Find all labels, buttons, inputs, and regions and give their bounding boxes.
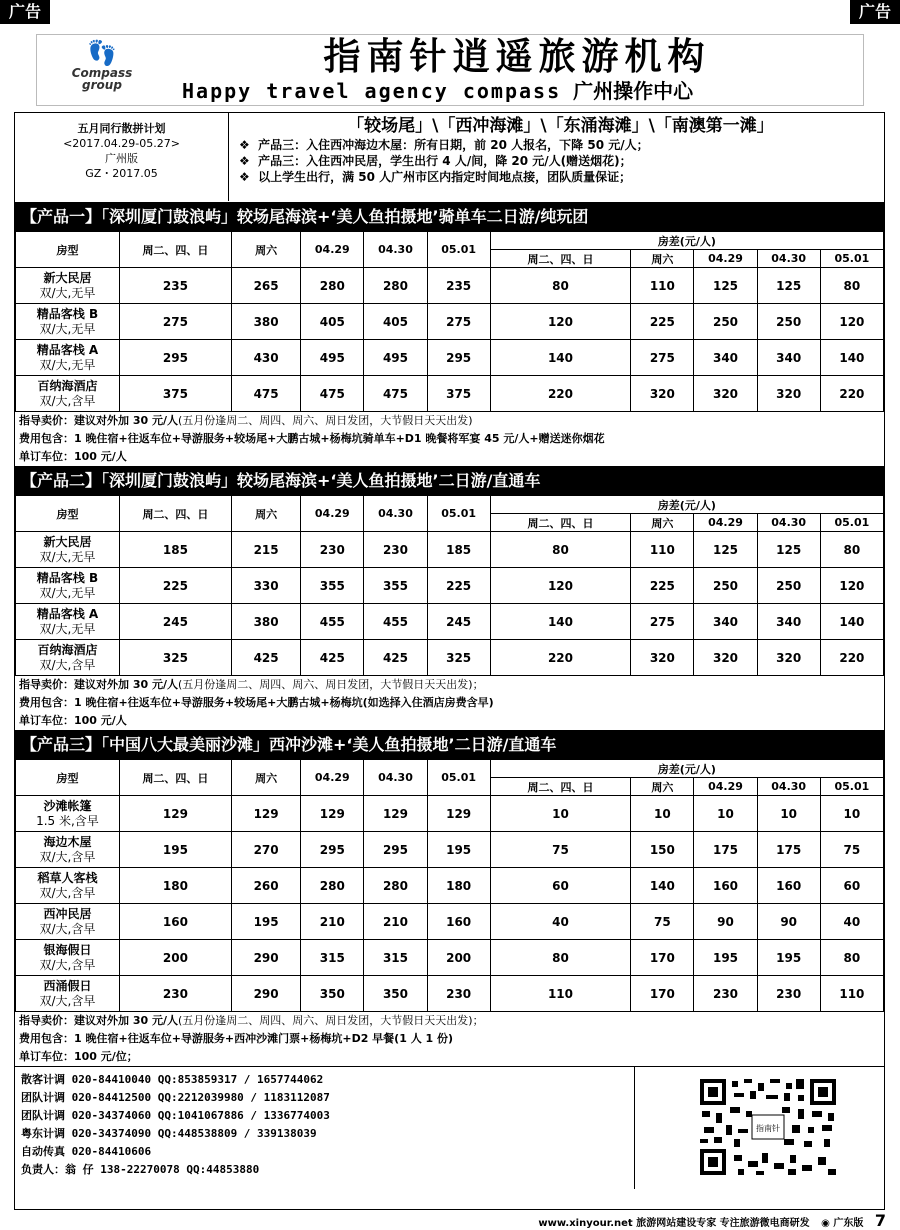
diff-cell: 140: [490, 340, 631, 376]
room-desc: 双/大,无早: [39, 357, 96, 372]
price-cell: 315: [364, 940, 427, 976]
price-cell: 495: [301, 340, 364, 376]
price-cell: 425: [231, 640, 300, 676]
table-row: [16, 832, 884, 868]
room-type-cell: [16, 976, 120, 1012]
room-type-cell: [16, 604, 120, 640]
table-row: [16, 604, 884, 640]
product-title: 【产品一】「深圳厦门鼓浪屿」较场尾海滨+‘美人鱼拍摄地’骑单车二日游/纯玩团: [15, 203, 884, 231]
price-cell: 290: [231, 940, 300, 976]
diff-cell: 150: [631, 832, 694, 868]
diff-cell: 110: [631, 532, 694, 568]
room-name: 银海假日: [43, 942, 92, 957]
contact-line: 团队计调 020-34374060 QQ:1041067886 / 1336774003: [21, 1109, 330, 1122]
diff-cell: 340: [757, 340, 820, 376]
product-info: [15, 1012, 884, 1067]
price-cell: 405: [301, 304, 364, 340]
contact-section: [15, 1067, 884, 1189]
col-header-price: 04.30: [364, 232, 427, 268]
room-desc: 双/大,无早: [39, 585, 96, 600]
contact-line: 团队计调 020-84412500 QQ:2212039980 / 1183112087: [21, 1091, 330, 1104]
room-name: 新大民居: [43, 270, 92, 285]
col-header-diff-day: 05.01: [820, 514, 883, 532]
includes-line: 费用包含：1 晚住宿+往返车位+导游服务+较场尾+大鹏古城+杨梅坑(如选择入住酒店房费含早): [19, 696, 494, 709]
price-table: [15, 231, 884, 412]
price-cell: 280: [301, 268, 364, 304]
edition-badge: ◉ 广东版: [821, 1218, 864, 1229]
includes-line: 费用包含：1 晚住宿+往返车位+导游服务+西冲沙滩门票+杨梅坑+D2 早餐(1 人 1 份): [19, 1032, 454, 1045]
price-cell: 185: [427, 532, 490, 568]
diff-cell: 110: [490, 976, 631, 1012]
col-header-diff-day: 05.01: [820, 250, 883, 268]
room-name: 精品客栈 A: [36, 342, 99, 357]
col-header-diff-day: 04.29: [694, 514, 757, 532]
diff-cell: 160: [757, 868, 820, 904]
col-header-price: 周二、四、日: [119, 232, 231, 268]
price-cell: 160: [119, 904, 231, 940]
price-cell: 325: [119, 640, 231, 676]
diff-cell: 250: [757, 304, 820, 340]
price-cell: 270: [231, 832, 300, 868]
guide-price-line: 指导卖价：建议对外加 30 元/人(五月份逢周二、周四、周六、周日发团，大节假日天天出发)；: [19, 678, 484, 691]
plan-edition: 广州版: [105, 152, 138, 165]
product-section: [15, 467, 884, 731]
col-header-diff-day: 周六: [631, 778, 694, 796]
diff-cell: 140: [820, 340, 883, 376]
price-cell: 200: [427, 940, 490, 976]
table-header-row: [16, 232, 884, 250]
room-desc: 双/大,含早: [39, 957, 96, 972]
price-cell: 230: [119, 976, 231, 1012]
ad-label-left: 广告: [0, 0, 50, 24]
room-desc: 双/大,含早: [39, 885, 96, 900]
agency-english-name: Happy travel agency compass: [182, 79, 562, 103]
price-cell: 495: [364, 340, 427, 376]
table-row: [16, 376, 884, 412]
qr-code: [698, 1077, 838, 1177]
deposit-line: 单订车位：100 元/人: [19, 450, 127, 463]
room-name: 精品客栈 A: [36, 606, 99, 621]
table-row: [16, 904, 884, 940]
col-header-price: 周二、四、日: [119, 760, 231, 796]
price-cell: 330: [231, 568, 300, 604]
room-type-cell: [16, 796, 120, 832]
products-container: [15, 203, 884, 1067]
col-header-price: 05.01: [427, 760, 490, 796]
diff-cell: 40: [490, 904, 631, 940]
price-cell: 375: [119, 376, 231, 412]
footprint-icon: 👣: [87, 39, 117, 67]
price-cell: 129: [427, 796, 490, 832]
plan-dates: <2017.04.29-05.27>: [63, 137, 180, 150]
intro-notes: [229, 113, 884, 201]
diff-cell: 250: [694, 568, 757, 604]
intro-section: [15, 113, 884, 203]
table-row: [16, 304, 884, 340]
table-row: [16, 640, 884, 676]
diff-cell: 320: [694, 640, 757, 676]
price-cell: 265: [231, 268, 300, 304]
room-type-cell: [16, 376, 120, 412]
product-title: 【产品二】「深圳厦门鼓浪屿」较场尾海滨+‘美人鱼拍摄地’二日游/直通车: [15, 467, 884, 495]
diff-cell: 125: [694, 268, 757, 304]
price-cell: 475: [364, 376, 427, 412]
price-table: [15, 495, 884, 676]
note-item: ❖ 产品三：入住西冲民居，学生出行 4 人/间，降 20 元/人(赠送烟花)；: [239, 154, 632, 168]
col-header-diff-day: 05.01: [820, 778, 883, 796]
table-row: [16, 532, 884, 568]
price-cell: 260: [231, 868, 300, 904]
diff-cell: 10: [490, 796, 631, 832]
ad-label-right: 广告: [850, 0, 900, 24]
room-desc: 1.5 米,含早: [36, 813, 99, 828]
col-header-diff-day: 04.30: [757, 250, 820, 268]
product-section: [15, 731, 884, 1067]
room-type-cell: [16, 532, 120, 568]
diff-cell: 320: [757, 640, 820, 676]
diff-cell: 320: [694, 376, 757, 412]
price-cell: 235: [427, 268, 490, 304]
diff-cell: 175: [694, 832, 757, 868]
diff-cell: 125: [757, 268, 820, 304]
room-type-cell: [16, 868, 120, 904]
product-section: [15, 203, 884, 467]
room-desc: 双/大,无早: [39, 285, 96, 300]
price-cell: 275: [427, 304, 490, 340]
room-desc: 双/大,无早: [39, 621, 96, 636]
price-cell: 245: [427, 604, 490, 640]
col-header-diff-day: 04.29: [694, 778, 757, 796]
price-cell: 375: [427, 376, 490, 412]
table-row: [16, 568, 884, 604]
price-cell: 195: [231, 904, 300, 940]
col-header-diff-day: 周六: [631, 250, 694, 268]
room-name: 百纳海酒店: [37, 642, 98, 657]
price-cell: 350: [301, 976, 364, 1012]
product-info: [15, 412, 884, 467]
diff-cell: 195: [757, 940, 820, 976]
room-desc: 双/大,含早: [39, 849, 96, 864]
plan-name: 五月同行散拼计划: [77, 122, 166, 135]
diff-cell: 220: [490, 640, 631, 676]
diff-cell: 60: [490, 868, 631, 904]
price-cell: 210: [301, 904, 364, 940]
price-cell: 290: [231, 976, 300, 1012]
table-row: [16, 868, 884, 904]
diff-cell: 75: [631, 904, 694, 940]
product-info: [15, 676, 884, 731]
plan-code: GZ・2017.05: [85, 167, 158, 180]
price-cell: 295: [119, 340, 231, 376]
table-row: [16, 976, 884, 1012]
price-cell: 425: [301, 640, 364, 676]
price-cell: 475: [301, 376, 364, 412]
room-desc: 双/大,无早: [39, 549, 96, 564]
deposit-line: 单订车位：100 元/人: [19, 714, 127, 727]
diff-cell: 75: [490, 832, 631, 868]
price-cell: 129: [119, 796, 231, 832]
price-cell: 195: [427, 832, 490, 868]
room-type-cell: [16, 568, 120, 604]
price-cell: 195: [119, 832, 231, 868]
diff-cell: 250: [694, 304, 757, 340]
price-cell: 475: [231, 376, 300, 412]
price-cell: 295: [364, 832, 427, 868]
price-cell: 129: [231, 796, 300, 832]
room-type-cell: [16, 304, 120, 340]
col-header-price: 周六: [231, 760, 300, 796]
contact-line: 自动传真 020-84410606: [21, 1145, 152, 1158]
col-header-diff-day: 04.30: [757, 514, 820, 532]
agency-banner: [36, 34, 864, 106]
diff-cell: 140: [820, 604, 883, 640]
room-desc: 双/大,含早: [39, 393, 96, 408]
price-cell: 295: [427, 340, 490, 376]
price-cell: 215: [231, 532, 300, 568]
col-header-price: 周六: [231, 496, 300, 532]
price-cell: 200: [119, 940, 231, 976]
price-cell: 210: [364, 904, 427, 940]
diff-cell: 10: [631, 796, 694, 832]
diff-cell: 320: [757, 376, 820, 412]
diff-cell: 40: [820, 904, 883, 940]
room-desc: 双/大,无早: [39, 321, 96, 336]
diff-cell: 120: [820, 568, 883, 604]
diff-cell: 225: [631, 568, 694, 604]
price-cell: 235: [119, 268, 231, 304]
guide-price-line: 指导卖价：建议对外加 30 元/人(五月份逢周二、周四、周六、周日发团，大节假日天天出发): [19, 414, 473, 427]
diff-cell: 80: [820, 268, 883, 304]
diff-cell: 140: [490, 604, 631, 640]
room-name: 沙滩帐篷: [43, 798, 92, 813]
diff-cell: 220: [820, 376, 883, 412]
room-desc: 双/大,含早: [39, 993, 96, 1008]
col-header-diff: 房差(元/人): [490, 760, 883, 778]
diff-cell: 80: [820, 532, 883, 568]
col-header-room: 房型: [16, 496, 120, 532]
footer-text: www.xinyour.net 旅游网站建设专家 专注旅游微电商研发: [538, 1218, 810, 1229]
room-type-cell: [16, 832, 120, 868]
diff-cell: 340: [694, 340, 757, 376]
diff-cell: 340: [694, 604, 757, 640]
price-cell: 455: [301, 604, 364, 640]
room-name: 精品客栈 B: [36, 306, 99, 321]
diff-cell: 220: [820, 640, 883, 676]
price-cell: 355: [364, 568, 427, 604]
price-cell: 380: [231, 604, 300, 640]
price-cell: 185: [119, 532, 231, 568]
diff-cell: 10: [820, 796, 883, 832]
price-cell: 160: [427, 904, 490, 940]
table-header-row: [16, 760, 884, 778]
diff-cell: 125: [694, 532, 757, 568]
table-row: [16, 340, 884, 376]
price-cell: 355: [301, 568, 364, 604]
page-footer: [0, 1212, 900, 1230]
col-header-diff: 房差(元/人): [490, 496, 883, 514]
price-cell: 280: [364, 868, 427, 904]
room-desc: 双/大,含早: [39, 921, 96, 936]
room-name: 海边木屋: [43, 834, 92, 849]
room-name: 西涌假日: [43, 978, 92, 993]
diff-cell: 225: [631, 304, 694, 340]
price-table: [15, 759, 884, 1012]
compass-logo: [47, 39, 157, 101]
diff-cell: 75: [820, 832, 883, 868]
col-header-price: 04.29: [301, 232, 364, 268]
room-type-cell: [16, 640, 120, 676]
price-cell: 245: [119, 604, 231, 640]
diff-cell: 170: [631, 940, 694, 976]
operation-center: 广州操作中心: [573, 79, 694, 103]
room-type-cell: [16, 904, 120, 940]
price-cell: 280: [364, 268, 427, 304]
logo-line2: group: [82, 78, 122, 92]
price-cell: 230: [364, 532, 427, 568]
diff-cell: 140: [631, 868, 694, 904]
price-cell: 230: [301, 532, 364, 568]
price-cell: 230: [427, 976, 490, 1012]
guide-price-line: 指导卖价：建议对外加 30 元/人(五月份逢周二、周四、周六、周日发团，大节假日天天出发)；: [19, 1014, 484, 1027]
diff-cell: 320: [631, 640, 694, 676]
col-header-price: 04.29: [301, 760, 364, 796]
diff-cell: 175: [757, 832, 820, 868]
col-header-price: 04.29: [301, 496, 364, 532]
room-type-cell: [16, 268, 120, 304]
note-item: ❖ 以上学生出行，满 50 人广州市区内指定时间地点接，团队质量保证；: [239, 170, 632, 184]
price-cell: 315: [301, 940, 364, 976]
diff-cell: 230: [694, 976, 757, 1012]
price-cell: 380: [231, 304, 300, 340]
price-cell: 325: [427, 640, 490, 676]
price-cell: 405: [364, 304, 427, 340]
col-header-diff-day: 周二、四、日: [490, 778, 631, 796]
diff-cell: 80: [490, 940, 631, 976]
table-header-row: [16, 496, 884, 514]
diff-cell: 250: [757, 568, 820, 604]
destinations: 「较场尾」\「西冲海滩」\「东涌海滩」\「南澳第一滩」: [347, 116, 774, 136]
col-header-diff-day: 周六: [631, 514, 694, 532]
room-type-cell: [16, 940, 120, 976]
agency-title: 指南针逍遥旅游机构: [323, 35, 711, 78]
price-cell: 180: [119, 868, 231, 904]
price-cell: 350: [364, 976, 427, 1012]
col-header-diff-day: 周二、四、日: [490, 250, 631, 268]
price-cell: 425: [364, 640, 427, 676]
col-header-price: 05.01: [427, 232, 490, 268]
price-cell: 225: [119, 568, 231, 604]
table-row: [16, 940, 884, 976]
contact-line: 负责人：翁 仔 138-22270078 QQ:44853880: [21, 1163, 260, 1176]
table-row: [16, 268, 884, 304]
contact-list: [15, 1067, 635, 1189]
room-name: 精品客栈 B: [36, 570, 99, 585]
table-row: [16, 796, 884, 832]
diff-cell: 90: [694, 904, 757, 940]
diff-cell: 120: [490, 304, 631, 340]
room-name: 新大民居: [43, 534, 92, 549]
room-desc: 双/大,含早: [39, 657, 96, 672]
logo-line1: Compass: [71, 66, 133, 80]
price-cell: 225: [427, 568, 490, 604]
room-name: 西冲民居: [43, 906, 92, 921]
price-cell: 280: [301, 868, 364, 904]
diff-cell: 60: [820, 868, 883, 904]
room-type-cell: [16, 340, 120, 376]
diff-cell: 160: [694, 868, 757, 904]
diff-cell: 220: [490, 376, 631, 412]
col-header-diff: 房差(元/人): [490, 232, 883, 250]
room-name: 百纳海酒店: [37, 378, 98, 393]
diff-cell: 125: [757, 532, 820, 568]
diff-cell: 90: [757, 904, 820, 940]
diff-cell: 80: [490, 532, 631, 568]
col-header-price: 周二、四、日: [119, 496, 231, 532]
col-header-price: 04.30: [364, 496, 427, 532]
price-cell: 180: [427, 868, 490, 904]
col-header-room: 房型: [16, 232, 120, 268]
col-header-diff-day: 周二、四、日: [490, 514, 631, 532]
price-cell: 275: [119, 304, 231, 340]
room-name: 稻草人客栈: [37, 870, 98, 885]
price-cell: 129: [301, 796, 364, 832]
price-cell: 129: [364, 796, 427, 832]
diff-cell: 230: [757, 976, 820, 1012]
diff-cell: 195: [694, 940, 757, 976]
diff-cell: 10: [694, 796, 757, 832]
price-sheet: [14, 112, 885, 1210]
diff-cell: 80: [820, 940, 883, 976]
note-item: ❖ 产品三：入住西冲海边木屋：所有日期，前 20 人报名，下降 50 元/人；: [239, 138, 649, 152]
col-header-price: 05.01: [427, 496, 490, 532]
diff-cell: 170: [631, 976, 694, 1012]
page-number: 7: [874, 1211, 886, 1230]
price-cell: 430: [231, 340, 300, 376]
diff-cell: 120: [820, 304, 883, 340]
col-header-diff-day: 04.30: [757, 778, 820, 796]
contact-line: 粤东计调 020-34374090 QQ:448538809 / 339138039: [21, 1127, 317, 1140]
diff-cell: 120: [490, 568, 631, 604]
col-header-price: 周六: [231, 232, 300, 268]
price-cell: 455: [364, 604, 427, 640]
diff-cell: 275: [631, 604, 694, 640]
qr-center-label: 指南针: [756, 1124, 780, 1133]
diff-cell: 10: [757, 796, 820, 832]
col-header-diff-day: 04.29: [694, 250, 757, 268]
product-title: 【产品三】「中国八大最美丽沙滩」西冲沙滩+‘美人鱼拍摄地’二日游/直通车: [15, 731, 884, 759]
diff-cell: 275: [631, 340, 694, 376]
diff-cell: 320: [631, 376, 694, 412]
agency-subtitle: [182, 79, 862, 103]
col-header-price: 04.30: [364, 760, 427, 796]
price-cell: 295: [301, 832, 364, 868]
col-header-room: 房型: [16, 760, 120, 796]
contact-line: 散客计调 020-84410040 QQ:853859317 / 1657744062: [21, 1073, 324, 1086]
diff-cell: 110: [820, 976, 883, 1012]
diff-cell: 340: [757, 604, 820, 640]
includes-line: 费用包含：1 晚住宿+往返车位+导游服务+较场尾+大鹏古城+杨梅坑骑单车+D1 晚餐将军宴 45 元/人+赠送迷你烟花: [19, 432, 605, 445]
deposit-line: 单订车位：100 元/位；: [19, 1050, 138, 1063]
diff-cell: 80: [490, 268, 631, 304]
diff-cell: 110: [631, 268, 694, 304]
plan-info: [15, 113, 229, 201]
